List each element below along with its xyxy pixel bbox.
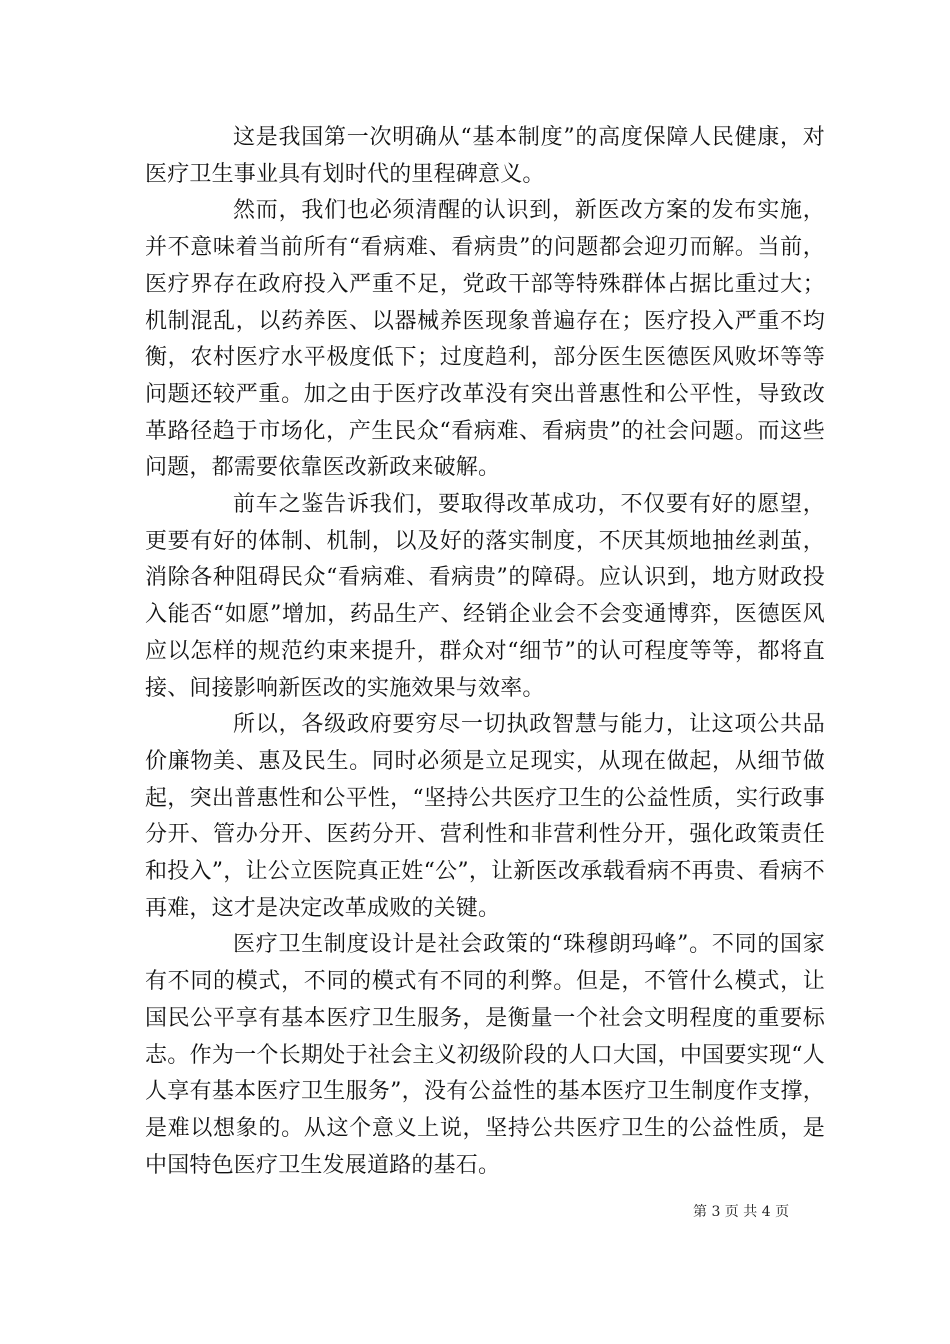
paragraph: 前车之鉴告诉我们，要取得改革成功，不仅要有好的愿望，更要有好的体制、机制，以及好的落实制度，不厌其烦地抽丝剥茧，消除各种阻碍民众“看病难、看病贵”的障碍。应认识到，地方财政投入能否“如愿”增加，药品生产、经销企业会不会变通博弈，医德医风应以怎样的规范约束来提升，群众对“细节”的认可程度等等，都将直接、间接影响新医改的实施效果与效率。 — [145, 492, 825, 701]
paragraph: 医疗卫生制度设计是社会政策的“珠穆朗玛峰”。不同的国家有不同的模式，不同的模式有不同的利弊。但是，不管什么模式，让国民公平享有基本医疗卫生服务，是衡量一个社会文明程度的重要标志。作为一个长期处于社会主义初级阶段的人口大国，中国要实现“人人享有基本医疗卫生服务”，没有公益性的基本医疗卫生制度作支撑，是难以想象的。从这个意义上说，坚持公共医疗卫生的公益性质，是中国特色医疗卫生发展道路的基石。 — [145, 932, 825, 1178]
paragraph: 这是我国第一次明确从“基本制度”的高度保障人民健康，对医疗卫生事业具有划时代的里程碑意义。 — [145, 125, 825, 187]
paragraph: 所以，各级政府要穷尽一切执政智慧与能力，让这项公共品价廉物美、惠及民生。同时必须是立足现实，从现在做起，从细节做起，突出普惠性和公平性，“坚持公共医疗卫生的公益性质，实行政事分开、管办分开、医药分开、营利性和非营利性分开，强化政策责任和投入”，让公立医院真正姓“公”，让新医改承载看病不再贵、看病不再难，这才是决定改革成败的关键。 — [145, 712, 825, 921]
document-body — [145, 120, 825, 1184]
page-number-footer: 第 3 页 共 4 页 — [693, 1204, 790, 1220]
paragraph: 然而，我们也必须清醒的认识到，新医改方案的发布实施，并不意味着当前所有“看病难、看病贵”的问题都会迎刃而解。当前，医疗界存在政府投入严重不足，党政干部等特殊群体占据比重过大；机制混乱，以药养医、以器械养医现象普遍存在；医疗投入严重不均衡，农村医疗水平极度低下；过度趋利，部分医生医德医风败坏等等问题还较严重。加之由于医疗改革没有突出普惠性和公平性，导致改革路径趋于市场化，产生民众“看病难、看病贵”的社会问题。而这些问题，都需要依靠医改新政来破解。 — [145, 198, 825, 481]
